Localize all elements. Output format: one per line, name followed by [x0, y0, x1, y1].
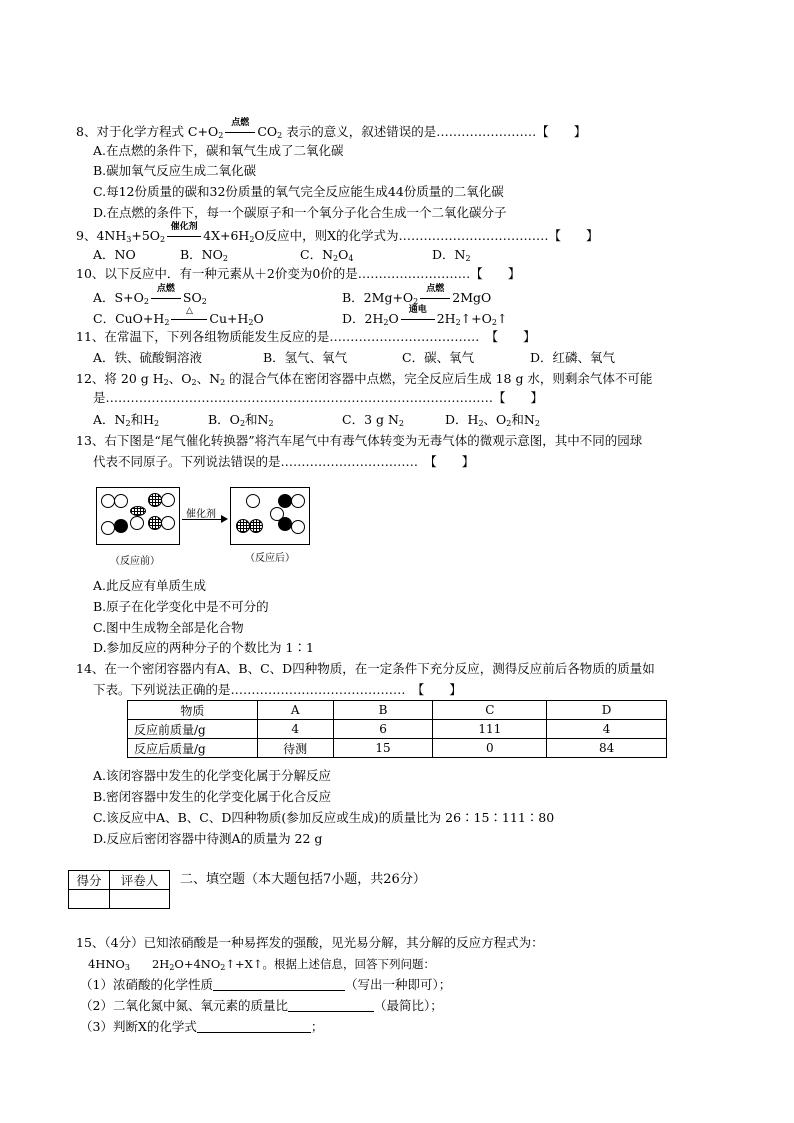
q13-option-c: C.图中生成物全部是化合物 — [93, 620, 244, 635]
table-cell: 0 — [433, 739, 547, 758]
q13-stem-cont: 代表不同原子。下列说法错误的是…………………………… 【 】 — [93, 454, 475, 469]
white-atom — [130, 516, 144, 530]
q15-equation: $4HNO_3$ $2H_2O+4NO_2↑+X↑$。根据上述信息，回答下列问题： — [88, 957, 435, 972]
hatched-atom — [148, 493, 162, 507]
q12-stem: 12、将 20 g $H_2$、$O_2$、$N_2$ 的混合气体在密闭容器中点燃，完全反应后生成 18 g 水，则剩余气体不可能 — [76, 371, 653, 387]
black-atom — [278, 517, 292, 531]
condition-mark: 通电 — [401, 309, 435, 323]
q9-option-b: B．$NO_2$ — [180, 247, 228, 263]
q9-stem: 9、$4NH_3+5O_2$ 催化剂 $4X+6H_2O$反应中，则X的化学式为………………………………【 】 — [76, 222, 599, 244]
q14-stem: 14、在一个密闭容器内有A、B、C、D四种物质，在一定条件下充分反应，测得反应前后各物质的质量如 — [76, 661, 655, 676]
grader-label: 评卷人 — [110, 871, 170, 890]
answer-blank[interactable] — [197, 1020, 311, 1033]
table-row — [128, 739, 667, 758]
q12-option-a: A．$N_2$和$H_2$ — [93, 412, 160, 428]
table-cell: 111 — [433, 720, 547, 739]
white-atom — [101, 521, 115, 535]
white-atom — [114, 494, 128, 508]
q9-option-a: A．NO — [93, 247, 136, 262]
grader-cell[interactable] — [110, 890, 170, 909]
q14-option-b: B.密闭容器中发生的化学变化属于化合反应 — [93, 789, 332, 804]
table-header-cell: A — [257, 701, 333, 720]
score-label: 得分 — [69, 871, 110, 890]
hatched-atom — [130, 506, 146, 516]
table-cell: 4 — [257, 720, 333, 739]
arrow-shaft — [182, 519, 226, 520]
table-cell: 反应前质量/g — [128, 720, 258, 739]
white-atom — [161, 493, 175, 507]
q13-option-b: B.原子在化学变化中是不可分的 — [93, 599, 269, 614]
table-row — [128, 720, 667, 739]
table-cell: 6 — [333, 720, 433, 739]
table-header-row — [128, 701, 667, 720]
q9-option-c: C．$N_2O_4$ — [300, 247, 354, 263]
q10-option-a: A．$S+O_2$ 点燃 $SO_2$ — [93, 284, 207, 306]
q13-stem: 13、右下图是“尾气催化转换器”将汽车尾气中有毒气体转变为无毒气体的微观示意图，其中不同的园球 — [76, 433, 643, 448]
table-header-cell: B — [333, 701, 433, 720]
condition-mark: 点燃 — [151, 288, 181, 302]
after-label: （反应后） — [245, 553, 295, 564]
q8-option-c: C.每12份质量的碳和32份质量的氧气完全反应能生成44份质量的二氧化碳 — [93, 184, 504, 199]
q11-option-b: B．氢气、氧气 — [263, 350, 348, 365]
q9-option-d: D．$N_2$ — [432, 247, 471, 263]
before-label: （反应前） — [110, 556, 160, 567]
q11-option-d: D．红磷、氧气 — [530, 350, 616, 365]
q14-stem-cont: 下表。下列说法正确的是…………………………………… 【 】 — [93, 682, 462, 697]
condition-mark: 点燃 — [225, 122, 255, 136]
q8-option-b: B.碳加氧气反应生成二氧化碳 — [93, 163, 257, 178]
q10-option-b: B．$2Mg+O_2$ 点燃 2MgO — [342, 284, 492, 306]
condition-mark: 催化剂 — [167, 226, 201, 240]
q14-option-c: C.该反应中A、B、C、D四种物质(参加反应或生成)的质量比为 26∶15∶111∶80 — [93, 810, 555, 825]
white-atom — [161, 516, 175, 530]
table-header-cell: D — [547, 701, 667, 720]
white-atom — [101, 494, 115, 508]
q8-option-d: D.在点燃的条件下，每一个碳原子和一个氧分子化合生成一个二氧化碳分子 — [93, 205, 507, 220]
q12-option-b: B．$O_2$和$N_2$ — [208, 412, 274, 428]
table-cell: 待测 — [257, 739, 333, 758]
q12-option-d: D．$H_2$、$O_2$和$N_2$ — [445, 412, 540, 428]
q15-stem: 15、（4分）已知浓硝酸是一种易挥发的强酸，见光易分解，其分解的反应方程式为： — [76, 935, 544, 950]
score-cell[interactable] — [69, 890, 110, 909]
q15-part1: （1）浓硝酸的化学性质 （写出一种即可）； — [80, 977, 452, 992]
q8-option-a: A.在点燃的条件下，碳和氧气生成了二氧化碳 — [93, 143, 344, 158]
hatched-atom — [236, 519, 250, 533]
q15-part2: （2）二氧化氮中氮、氧元素的质量比 （最简比）； — [80, 998, 443, 1013]
q10-option-d: D．$2H_2O$ 通电 $2H_2↑+O_2↑$ — [342, 305, 508, 327]
catalyst-label: 催化剂 — [186, 509, 216, 520]
q10-stem: 10、以下反应中．有一种元素从＋2价变为0价的是………………………【 】 — [76, 266, 521, 281]
answer-blank[interactable] — [213, 978, 345, 991]
table-cell: 15 — [333, 739, 433, 758]
table-header-cell: 物质 — [128, 701, 258, 720]
answer-blank[interactable] — [288, 999, 374, 1012]
black-atom — [114, 519, 128, 533]
q13-option-d: D.参加反应的两种分子的个数比为 1∶1 — [93, 640, 314, 655]
section-title: 二、填空题（本大题包括7小题，共26分） — [180, 872, 426, 887]
white-atom — [246, 494, 260, 508]
arrow-head-icon — [221, 515, 228, 523]
q15-part3: （3）判断X的化学式 ； — [80, 1019, 324, 1034]
q13-option-a: A.此反应有单质生成 — [93, 578, 207, 593]
table-cell: 反应后质量/g — [128, 739, 258, 758]
q12-option-c: C．3 g $N_2$ — [342, 412, 404, 428]
mass-table — [127, 700, 667, 758]
q14-option-a: A.该闭容器中发生的化学变化属于分解反应 — [93, 768, 332, 783]
condition-mark: 点燃 — [420, 288, 450, 302]
hatched-atom — [249, 519, 263, 533]
q11-stem: 11、在常温下，下列各组物质能发生反应的是……………………………… 【 】 — [76, 329, 536, 344]
q14-option-d: D.反应后密闭容器中待测A的质量为 22 g — [93, 831, 323, 846]
score-box — [68, 870, 170, 909]
q12-stem-cont: 是…………………………………………………………………………………【 】 — [93, 390, 544, 405]
table-cell: 4 — [547, 720, 667, 739]
white-atom — [291, 494, 305, 508]
q10-option-c: C．$CuO+H_2$ △ $Cu+H_2O$ — [93, 306, 264, 327]
condition-mark: △ — [171, 309, 207, 323]
q11-option-c: C．碳、氧气 — [402, 350, 475, 365]
black-atom — [278, 494, 292, 508]
q11-option-a: A．铁、硫酸铜溶液 — [93, 350, 203, 365]
hatched-atom — [148, 516, 162, 530]
q8-stem: 8、对于化学方程式 $C+O_2$ 点燃 $CO_2$ 表示的意义，叙述错误的是……………………【 】 — [76, 118, 587, 140]
table-cell: 84 — [547, 739, 667, 758]
white-atom — [291, 520, 305, 534]
table-header-cell: C — [433, 701, 547, 720]
